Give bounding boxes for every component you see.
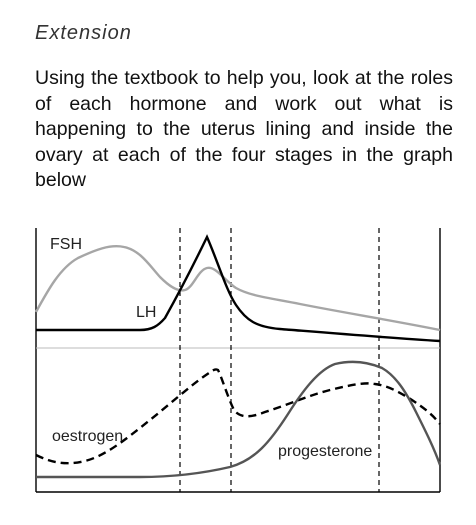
lh-label: LH xyxy=(136,304,157,321)
progesterone-label: progesterone xyxy=(278,443,373,460)
fsh-label: FSH xyxy=(50,236,82,253)
oestrogen-label: oestrogen xyxy=(52,428,124,445)
extension-heading: Extension xyxy=(35,22,132,44)
instructions-paragraph: Using the textbook to help you, look at the roles of each hormone and work out what is happening to the uterus lining and inside the ovary at each of the four stages in the graph below xyxy=(35,67,453,191)
